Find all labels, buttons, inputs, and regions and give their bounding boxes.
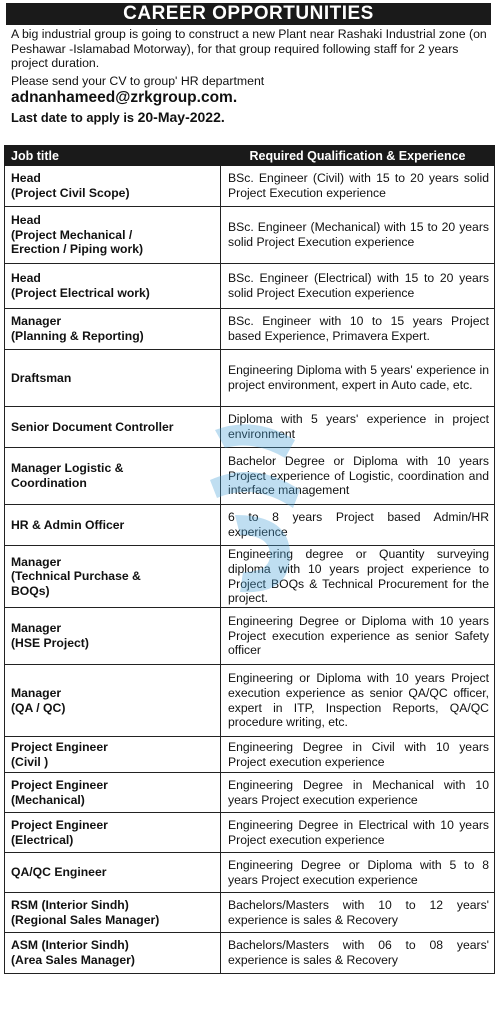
job-title-line: (Regional Sales Manager): [11, 912, 160, 927]
job-title-line: Manager Logistic &: [11, 461, 124, 476]
qualification-cell: Diploma with 5 years' experience in project environment: [221, 407, 495, 448]
table-row: [5, 933, 495, 974]
job-title-cell: [5, 350, 221, 407]
column-header-qualification: Required Qualification & Experience: [221, 146, 495, 166]
qualification-cell: Engineering Degree in Electrical with 10 years Project execution experience: [221, 813, 495, 853]
last-date-value: 20-May-2022.: [137, 109, 225, 125]
qualification-cell: 6 to 8 years Project based Admin/HR experience: [221, 505, 495, 546]
table-header-row: [5, 146, 495, 166]
job-title-line: Manager: [11, 554, 62, 569]
table-row: [5, 608, 495, 665]
job-title-cell: [5, 309, 221, 350]
qualification-cell: Engineering Diploma with 5 years' experience in project environment, expert in Auto cade, etc.: [221, 350, 495, 407]
job-title-cell: [5, 264, 221, 309]
intro-section: [11, 27, 489, 126]
table-row: [5, 665, 495, 737]
table-row: [5, 813, 495, 853]
qualification-cell: Bachelors/Masters with 10 to 12 years' experience is sales & Recovery: [221, 893, 495, 933]
job-title-cell: [5, 773, 221, 813]
job-title-line: RSM (Interior Sindh): [11, 897, 129, 912]
job-title-line: Project Engineer: [11, 777, 108, 792]
intro-text: A big industrial group is going to construct a new Plant near Rashaki Industrial zone (on Peshawar -Islamabad Motorway), for that group required following staff for 2 years project duration.: [11, 27, 487, 70]
table-row: [5, 309, 495, 350]
qualification-cell: BSc. Engineer (Civil) with 15 to 20 years solid Project Execution experience: [221, 166, 495, 207]
job-title-line: (QA / QC): [11, 700, 66, 715]
qualification-cell: Bachelor Degree or Diploma with 10 years Project experience of Logistic, coordination and interface management: [221, 448, 495, 505]
table-row: [5, 166, 495, 207]
job-title-line: (Mechanical): [11, 792, 85, 807]
job-title-cell: [5, 893, 221, 933]
qualification-cell: BSc. Engineer (Mechanical) with 15 to 20 years solid Project Execution experience: [221, 207, 495, 264]
job-title-line: Manager: [11, 621, 62, 636]
job-title-line: Coordination: [11, 476, 87, 490]
contact-email[interactable]: adnanhameed@zrkgroup.com.: [11, 89, 238, 106]
qualification-cell: Engineering Degree in Civil with 10 years Project execution experience: [221, 737, 495, 773]
qualification-cell: BSc. Engineer with 10 to 15 years Project based Experience, Primavera Expert.: [221, 309, 495, 350]
job-title-line: HR & Admin Officer: [11, 517, 125, 532]
job-title-line: BOQs): [11, 583, 50, 598]
job-title-line: (Electrical): [11, 832, 74, 847]
job-title-line: (Project Mechanical /: [11, 227, 133, 242]
qualification-cell: BSc. Engineer (Electrical) with 15 to 20 years solid Project Execution experience: [221, 264, 495, 309]
job-title-line: (HSE Project): [11, 636, 89, 650]
qualification-cell: Engineering Degree or Diploma with 10 years Project execution experience as senior Safety officer: [221, 608, 495, 665]
table-row: [5, 893, 495, 933]
job-title-cell: [5, 608, 221, 665]
job-title-cell: [5, 166, 221, 207]
job-title-line: ASM (Interior Sindh): [11, 938, 129, 953]
job-title-line: Manager: [11, 314, 62, 329]
table-row: [5, 448, 495, 505]
table-row: [5, 207, 495, 264]
job-title-cell: [5, 853, 221, 893]
job-title-cell: [5, 737, 221, 773]
job-title-line: Project Engineer: [11, 817, 108, 832]
job-title-line: (Planning & Reporting): [11, 329, 144, 343]
job-title-line: (Area Sales Manager): [11, 953, 135, 967]
job-title-cell: [5, 407, 221, 448]
job-title-line: Senior Document Controller: [11, 419, 174, 434]
job-title-cell: [5, 207, 221, 264]
qualification-cell: Engineering Degree in Mechanical with 10 years Project execution experience: [221, 773, 495, 813]
jobs-table: [4, 145, 495, 974]
job-title-cell: [5, 546, 221, 608]
job-title-line: (Project Electrical work): [11, 286, 150, 300]
last-date-line: [11, 109, 489, 126]
job-title-line: (Civil ): [11, 754, 49, 769]
job-title-line: Erection / Piping work): [11, 242, 144, 257]
job-title-line: (Technical Purchase &: [11, 569, 141, 584]
jobs-table-body: [5, 166, 495, 974]
table-row: [5, 350, 495, 407]
job-title-line: Draftsman: [11, 370, 72, 385]
cv-note: Please send your CV to group' HR department: [11, 73, 265, 88]
table-row: [5, 546, 495, 608]
job-title-line: QA/QC Engineer: [11, 865, 107, 880]
column-header-job: Job title: [5, 146, 221, 166]
job-title-line: (Project Civil Scope): [11, 186, 130, 200]
job-title-cell: [5, 665, 221, 737]
job-title-cell: [5, 448, 221, 505]
job-title-line: Head: [11, 171, 41, 186]
job-title-cell: [5, 505, 221, 546]
job-title-line: Head: [11, 213, 41, 228]
table-row: [5, 737, 495, 773]
table-row: [5, 264, 495, 309]
job-title-cell: [5, 933, 221, 974]
qualification-cell: Engineering Degree or Diploma with 5 to 8 years Project execution experience: [221, 853, 495, 893]
table-row: [5, 853, 495, 893]
job-title-line: Manager: [11, 685, 62, 700]
table-row: [5, 505, 495, 546]
job-title-line: Head: [11, 271, 41, 286]
qualification-cell: Engineering degree or Quantity surveying diploma with 10 years project experience to Project BOQs & Technical Procurement for the project.: [221, 546, 495, 608]
job-title-cell: [5, 813, 221, 853]
page-title: CAREER OPPORTUNITIES: [6, 3, 491, 25]
last-date-label: Last date to apply is: [11, 110, 135, 125]
qualification-cell: Engineering or Diploma with 10 years Project execution experience as senior QA/QC officer, expert in ITP, Inspection Reports, QA/QC procedure writing, etc.: [221, 665, 495, 737]
job-title-line: Project Engineer: [11, 739, 108, 754]
table-row: [5, 407, 495, 448]
table-row: [5, 773, 495, 813]
qualification-cell: Bachelors/Masters with 06 to 08 years' experience is sales & Recovery: [221, 933, 495, 974]
